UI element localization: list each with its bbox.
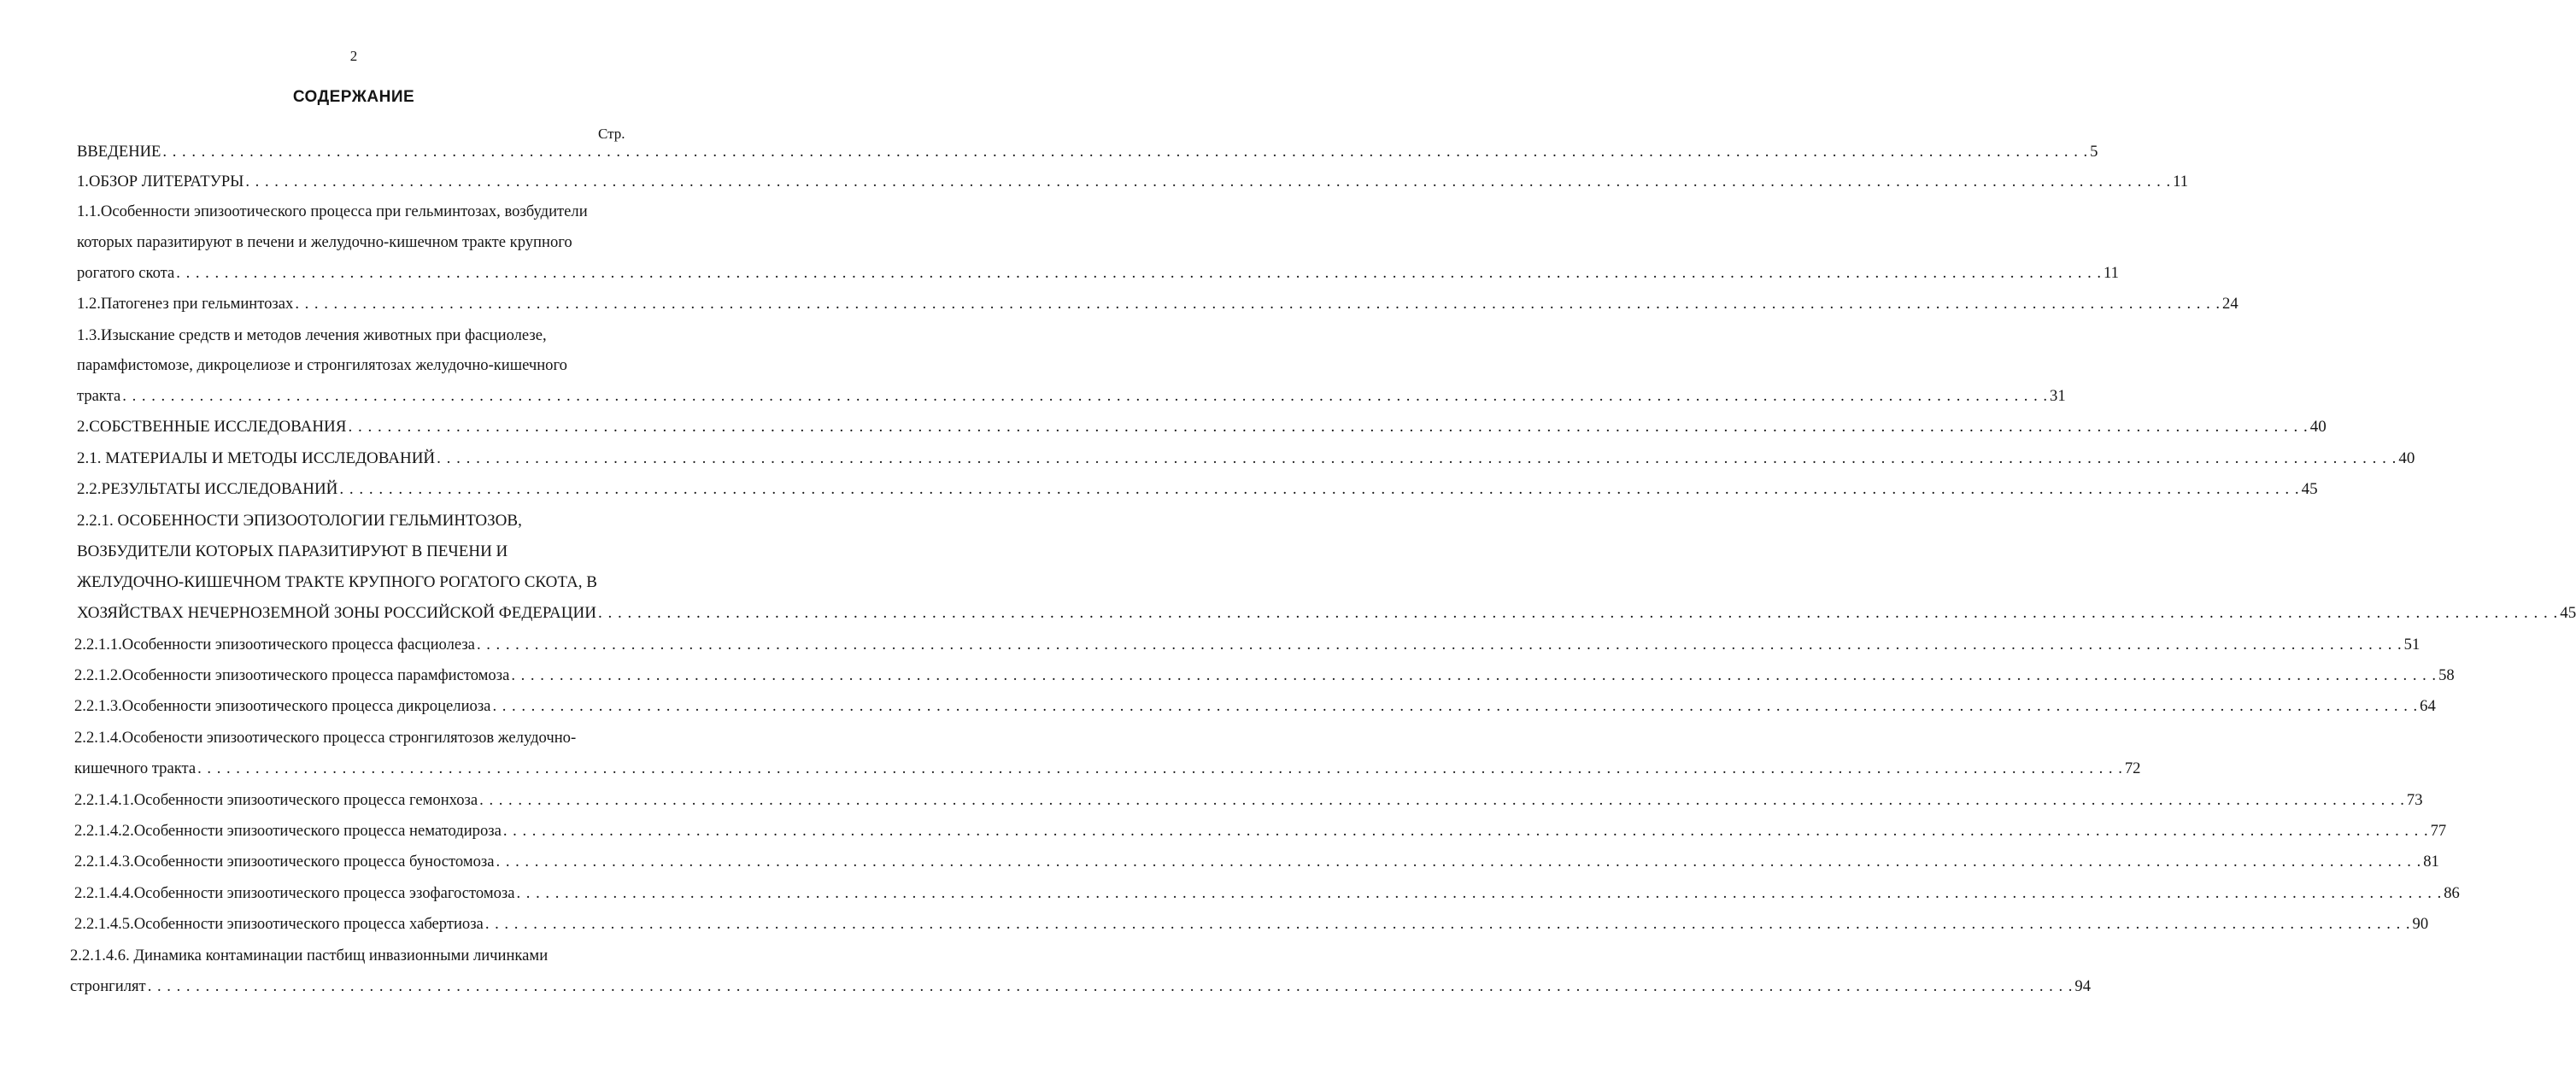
- toc-entry-text: ЖЕЛУДОЧНО-КИШЕЧНОМ ТРАКТЕ КРУПНОГО РОГАТОГО СКОТА, В: [77, 573, 597, 591]
- toc-entry-text: ХОЗЯЙСТВАХ НЕЧЕРНОЗЕМНОЙ ЗОНЫ РОССИЙСКОЙ ФЕДЕРАЦИИ: [77, 604, 596, 622]
- toc-page-number: 11: [2173, 173, 2189, 191]
- toc-leader-dots: . . . . . . . . . . . . . . . . . . . . . . . . . . . . . . . . . . . . . . . . . . . . . . . . . . . . . . . . . . . . . . . . . . . . . . . . . . . . . . . . . . . . . . . . . . . . . . . . . . . . . . . . . . . . . . . . . . . . . . . . . . . . . . . . . . . . . . . . . . . . . . . . . . . . . . . . . . . . . . . . . . . . . . . . . . . . . . . . . . . . . . . . . . . . . . . . . . . . . . . .: [122, 387, 2049, 405]
- page-title: СОДЕРЖАНИЕ: [292, 88, 415, 106]
- toc-page-number: 5: [2090, 143, 2098, 161]
- toc-entry: [77, 232, 639, 253]
- toc-entry: [77, 542, 639, 562]
- toc-page-number: 72: [2124, 759, 2141, 777]
- toc-entry: [77, 417, 2327, 437]
- toc-leader-dots: . . . . . . . . . . . . . . . . . . . . . . . . . . . . . . . . . . . . . . . . . . . . . . . . . . . . . . . . . . . . . . . . . . . . . . . . . . . . . . . . . . . . . . . . . . . . . . . . . . . . . . . . . . . . . . . . . . . . . . . . . . . . . . . . . . . . . . . . . . . . . . . . . . . . . . . . . . . . . . . . . . . . . . . . . . . . . . . . . . . . . . . . . . . . . . . . . . . . . . . .: [502, 822, 2429, 840]
- toc-leader-dots: . . . . . . . . . . . . . . . . . . . . . . . . . . . . . . . . . . . . . . . . . . . . . . . . . . . . . . . . . . . . . . . . . . . . . . . . . . . . . . . . . . . . . . . . . . . . . . . . . . . . . . . . . . . . . . . . . . . . . . . . . . . . . . . . . . . . . . . . . . . . . . . . . . . . . . . . . . . . . . . . . . . . . . . . . . . . . . . . . . . . . . . . . . . . . . . . . . . . . . . .: [162, 143, 2089, 161]
- toc-entry-text: 2.2.РЕЗУЛЬТАТЫ ИССЛЕДОВАНИЙ: [77, 480, 338, 498]
- toc-entry: [77, 294, 2239, 314]
- toc-entry: [77, 448, 2415, 469]
- toc-page-number: 58: [2438, 666, 2455, 684]
- toc-entry: [74, 696, 2436, 717]
- toc-entry-text: парамфистомозе, дикроцелиозе и стронгилятозах желудочно-кишечного: [77, 356, 567, 374]
- toc-entry-text: 2.2.1.4.2.Особенности эпизоотического процесса нематодироза: [74, 822, 502, 840]
- toc-entry: [77, 202, 639, 222]
- toc-entry-text: 1.1.Особенности эпизоотического процесса при гельминтозах, возбудители: [77, 202, 588, 220]
- toc-entry-text: 1.2.Патогенез при гельминтозах: [77, 295, 294, 313]
- toc-entry: [77, 355, 639, 376]
- toc-entry-text: 2.2.1.4.1.Особенности эпизоотического процесса гемонхоза: [74, 791, 478, 809]
- toc-leader-dots: . . . . . . . . . . . . . . . . . . . . . . . . . . . . . . . . . . . . . . . . . . . . . . . . . . . . . . . . . . . . . . . . . . . . . . . . . . . . . . . . . . . . . . . . . . . . . . . . . . . . . . . . . . . . . . . . . . . . . . . . . . . . . . . . . . . . . . . . . . . . . . . . . . . . . . . . . . . . . . . . . . . . . . . . . . . . . . . . . . . . . . . . . . . . . . . . . . . . . . . .: [476, 636, 2403, 654]
- toc-entry: [77, 325, 639, 346]
- toc-entry-text: 2.2.1.3.Особенности эпизоотического процесса дикроцелиоза: [74, 697, 491, 715]
- toc-entry-text: 2.2.1. ОСОБЕННОСТИ ЭПИЗООТОЛОГИИ ГЕЛЬМИНТОЗОВ,: [77, 512, 522, 530]
- toc-entry-text: кишечного тракта: [74, 759, 197, 777]
- toc-entry: [77, 603, 2576, 624]
- toc-page-number: 51: [2403, 636, 2421, 654]
- toc-entry: [74, 821, 2447, 841]
- toc-page-number: 73: [2406, 791, 2423, 809]
- toc-entry: [77, 386, 2066, 407]
- toc-leader-dots: . . . . . . . . . . . . . . . . . . . . . . . . . . . . . . . . . . . . . . . . . . . . . . . . . . . . . . . . . . . . . . . . . . . . . . . . . . . . . . . . . . . . . . . . . . . . . . . . . . . . . . . . . . . . . . . . . . . . . . . . . . . . . . . . . . . . . . . . . . . . . . . . . . . . . . . . . . . . . . . . . . . . . . . . . . . . . . . . . . . . . . . . . . . . . . . . . . . . . . . .: [492, 697, 2419, 715]
- toc-entry: [74, 914, 2429, 935]
- toc-page-number: 11: [2104, 264, 2119, 282]
- toc-entry-text: 1.3.Изыскание средств и методов лечения животных при фасциолезе,: [77, 326, 547, 344]
- toc-entry-text: 2.2.1.4.3.Особенности эпизоотического процесса буностомоза: [74, 853, 495, 871]
- toc-leader-dots: . . . . . . . . . . . . . . . . . . . . . . . . . . . . . . . . . . . . . . . . . . . . . . . . . . . . . . . . . . . . . . . . . . . . . . . . . . . . . . . . . . . . . . . . . . . . . . . . . . . . . . . . . . . . . . . . . . . . . . . . . . . . . . . . . . . . . . . . . . . . . . . . . . . . . . . . . . . . . . . . . . . . . . . . . . . . . . . . . . . . . . . . . . . . . . . . . . . . . . . .: [437, 449, 2397, 467]
- page-number: 2: [349, 48, 358, 64]
- toc-page-number: 31: [2050, 387, 2066, 405]
- toc-leader-dots: . . . . . . . . . . . . . . . . . . . . . . . . . . . . . . . . . . . . . . . . . . . . . . . . . . . . . . . . . . . . . . . . . . . . . . . . . . . . . . . . . . . . . . . . . . . . . . . . . . . . . . . . . . . . . . . . . . . . . . . . . . . . . . . . . . . . . . . . . . . . . . . . . . . . . . . . . . . . . . . . . . . . . . . . . . . . . . . . . . . . . . . . . . . . . . . . . . . . . . . .: [479, 791, 2405, 809]
- toc-entry: [77, 511, 639, 531]
- toc-page-number: 40: [2309, 418, 2327, 436]
- toc-page-number: 94: [2074, 977, 2092, 995]
- toc-leader-dots: . . . . . . . . . . . . . . . . . . . . . . . . . . . . . . . . . . . . . . . . . . . . . . . . . . . . . . . . . . . . . . . . . . . . . . . . . . . . . . . . . . . . . . . . . . . . . . . . . . . . . . . . . . . . . . . . . . . . . . . . . . . . . . . . . . . . . . . . . . . . . . . . . . . . . . . . . . . . . . . . . . . . . . . . . . . . . . . . . . . . . . . . . . . . . . . . . . . . . . . .: [516, 884, 2443, 902]
- toc-leader-dots: . . . . . . . . . . . . . . . . . . . . . . . . . . . . . . . . . . . . . . . . . . . . . . . . . . . . . . . . . . . . . . . . . . . . . . . . . . . . . . . . . . . . . . . . . . . . . . . . . . . . . . . . . . . . . . . . . . . . . . . . . . . . . . . . . . . . . . . . . . . . . . . . . . . . . . . . . . . . . . . . . . . . . . . . . . . . . . . . . . . . . . . . . . . . . . . . . . . . . . . .: [484, 915, 2411, 933]
- toc-leader-dots: . . . . . . . . . . . . . . . . . . . . . . . . . . . . . . . . . . . . . . . . . . . . . . . . . . . . . . . . . . . . . . . . . . . . . . . . . . . . . . . . . . . . . . . . . . . . . . . . . . . . . . . . . . . . . . . . . . . . . . . . . . . . . . . . . . . . . . . . . . . . . . . . . . . . . . . . . . . . . . . . . . . . . . . . . . . . . . . . . . . . . . . . . . . . . . . . . . . . . . . .: [245, 173, 2172, 191]
- toc-entry-text: ВВЕДЕНИЕ: [77, 143, 161, 161]
- toc-entry-text: 2.1. МАТЕРИАЛЫ И МЕТОДЫ ИССЛЕДОВАНИЙ: [77, 449, 436, 467]
- toc-page-number: 40: [2398, 449, 2415, 467]
- toc-entry-text: 2.СОБСТВЕННЫЕ ИССЛЕДОВАНИЯ: [77, 418, 347, 436]
- toc-entry: [74, 790, 2423, 811]
- toc-entry: [77, 572, 639, 593]
- toc-leader-dots: . . . . . . . . . . . . . . . . . . . . . . . . . . . . . . . . . . . . . . . . . . . . . . . . . . . . . . . . . . . . . . . . . . . . . . . . . . . . . . . . . . . . . . . . . . . . . . . . . . . . . . . . . . . . . . . . . . . . . . . . . . . . . . . . . . . . . . . . . . . . . . . . . . . . . . . . . . . . . . . . . . . . . . . . . . . . . . . . . . . . . . . . . . . . . . . . . . . . . . . .: [197, 759, 2123, 777]
- toc-entry-text: тракта: [77, 387, 121, 405]
- toc-leader-dots: . . . . . . . . . . . . . . . . . . . . . . . . . . . . . . . . . . . . . . . . . . . . . . . . . . . . . . . . . . . . . . . . . . . . . . . . . . . . . . . . . . . . . . . . . . . . . . . . . . . . . . . . . . . . . . . . . . . . . . . . . . . . . . . . . . . . . . . . . . . . . . . . . . . . . . . . . . . . . . . . . . . . . . . . . . . . . . . . . . . . . . . . . . . . . . . . . . . . . . . .: [339, 480, 2300, 498]
- toc-page-number: 81: [2423, 853, 2439, 871]
- toc-entry: [77, 479, 2318, 500]
- toc-leader-dots: . . . . . . . . . . . . . . . . . . . . . . . . . . . . . . . . . . . . . . . . . . . . . . . . . . . . . . . . . . . . . . . . . . . . . . . . . . . . . . . . . . . . . . . . . . . . . . . . . . . . . . . . . . . . . . . . . . . . . . . . . . . . . . . . . . . . . . . . . . . . . . . . . . . . . . . . . . . . . . . . . . . . . . . . . . . . . . . . . . . . . . . . . . . . . . . . . . . . . . . .: [348, 418, 2309, 436]
- toc-entry-text: 2.2.1.4.6. Динамика контаминации пастбищ инвазионными личинками: [70, 947, 549, 964]
- toc-entry: [74, 635, 2421, 655]
- toc-leader-dots: . . . . . . . . . . . . . . . . . . . . . . . . . . . . . . . . . . . . . . . . . . . . . . . . . . . . . . . . . . . . . . . . . . . . . . . . . . . . . . . . . . . . . . . . . . . . . . . . . . . . . . . . . . . . . . . . . . . . . . . . . . . . . . . . . . . . . . . . . . . . . . . . . . . . . . . . . . . . . . . . . . . . . . . . . . . . . . . . . . . . . . . . . . . . . . . . . . . . . . . .: [496, 853, 2422, 871]
- toc-page-number: 86: [2444, 884, 2460, 902]
- toc-entry: [74, 759, 2141, 779]
- toc-leader-dots: . . . . . . . . . . . . . . . . . . . . . . . . . . . . . . . . . . . . . . . . . . . . . . . . . . . . . . . . . . . . . . . . . . . . . . . . . . . . . . . . . . . . . . . . . . . . . . . . . . . . . . . . . . . . . . . . . . . . . . . . . . . . . . . . . . . . . . . . . . . . . . . . . . . . . . . . . . . . . . . . . . . . . . . . . . . . . . . . . . . . . . . . . . . . . . . . . . . . . . . .: [147, 977, 2074, 995]
- toc-leader-dots: . . . . . . . . . . . . . . . . . . . . . . . . . . . . . . . . . . . . . . . . . . . . . . . . . . . . . . . . . . . . . . . . . . . . . . . . . . . . . . . . . . . . . . . . . . . . . . . . . . . . . . . . . . . . . . . . . . . . . . . . . . . . . . . . . . . . . . . . . . . . . . . . . . . . . . . . . . . . . . . . . . . . . . . . . . . . . . . . . . . . . . . . . . . . . . . . . . . . . . . .: [511, 666, 2438, 684]
- toc-page-number: 45: [2560, 604, 2576, 622]
- toc-entry: [70, 946, 639, 966]
- toc-entry-text: ВОЗБУДИТЕЛИ КОТОРЫХ ПАРАЗИТИРУЮТ В ПЕЧЕНИ И: [77, 542, 508, 560]
- toc-entry-text: 1.ОБЗОР ЛИТЕРАТУРЫ: [77, 173, 244, 191]
- toc-entry-text: 2.2.1.1.Особенности эпизоотического процесса фасциолеза: [74, 636, 475, 654]
- toc-entry-text: 2.2.1.4.5.Особенности эпизоотического процесса хабертиоза: [74, 915, 484, 933]
- toc-entry-text: рогатого скота: [77, 264, 175, 282]
- toc-entry-text: 2.2.1.2.Особенности эпизоотического процесса парамфистомоза: [74, 666, 510, 684]
- toc-entry: [70, 976, 2092, 997]
- toc-entry-text: 2.2.1.4.4.Особенности эпизоотического процесса эзофагостомоза: [74, 884, 515, 902]
- toc-page-number: 45: [2301, 480, 2318, 498]
- toc-page-number: 90: [2412, 915, 2429, 933]
- toc-entry-text: стронгилят: [70, 977, 146, 995]
- toc-page-number: 24: [2222, 295, 2239, 313]
- toc-entry: [74, 665, 2455, 686]
- toc-entry: [74, 883, 2460, 904]
- toc-leader-dots: . . . . . . . . . . . . . . . . . . . . . . . . . . . . . . . . . . . . . . . . . . . . . . . . . . . . . . . . . . . . . . . . . . . . . . . . . . . . . . . . . . . . . . . . . . . . . . . . . . . . . . . . . . . . . . . . . . . . . . . . . . . . . . . . . . . . . . . . . . . . . . . . . . . . . . . . . . . . . . . . . . . . . . . . . . . . . . . . . . . . . . . . . . . . . . . . . . . . . . . .: [597, 604, 2559, 622]
- toc-entry: [77, 172, 2189, 192]
- toc-leader-dots: . . . . . . . . . . . . . . . . . . . . . . . . . . . . . . . . . . . . . . . . . . . . . . . . . . . . . . . . . . . . . . . . . . . . . . . . . . . . . . . . . . . . . . . . . . . . . . . . . . . . . . . . . . . . . . . . . . . . . . . . . . . . . . . . . . . . . . . . . . . . . . . . . . . . . . . . . . . . . . . . . . . . . . . . . . . . . . . . . . . . . . . . . . . . . . . . . . . . . . . .: [176, 264, 2103, 282]
- toc-entry: [74, 728, 639, 748]
- toc-entry: [77, 263, 2119, 284]
- toc-entry-text: которых паразитируют в печени и желудочно-кишечном тракте крупного: [77, 233, 572, 251]
- toc-entry-text: 2.2.1.4.Особености эпизоотического процесса стронгилятозов желудочно-: [74, 729, 577, 747]
- toc-page-number: 77: [2430, 822, 2447, 840]
- toc-entry: [77, 142, 2098, 162]
- toc-leader-dots: . . . . . . . . . . . . . . . . . . . . . . . . . . . . . . . . . . . . . . . . . . . . . . . . . . . . . . . . . . . . . . . . . . . . . . . . . . . . . . . . . . . . . . . . . . . . . . . . . . . . . . . . . . . . . . . . . . . . . . . . . . . . . . . . . . . . . . . . . . . . . . . . . . . . . . . . . . . . . . . . . . . . . . . . . . . . . . . . . . . . . . . . . . . . . . . . . . . . . . . .: [295, 295, 2221, 313]
- toc-entry: [74, 852, 2439, 872]
- page-column-label: Стр.: [598, 126, 625, 142]
- toc-page-number: 64: [2420, 697, 2436, 715]
